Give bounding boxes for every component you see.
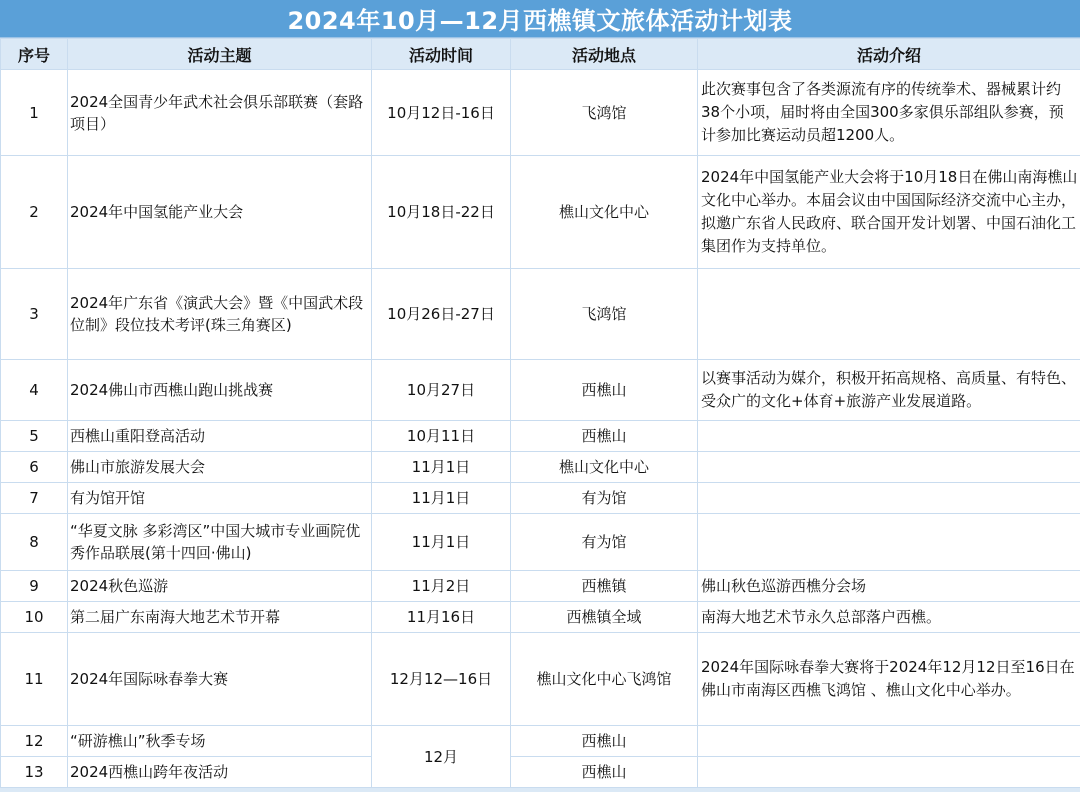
activity-theme: 2024秋色巡游: [68, 571, 372, 602]
activity-place: 飞鸿馆: [511, 269, 698, 360]
activity-time-merged: 12月: [372, 726, 511, 788]
activity-intro: [698, 726, 1080, 757]
activity-time: 11月1日: [372, 514, 511, 571]
table-row: [1, 633, 1080, 726]
activity-place: 西樵镇全域: [511, 602, 698, 633]
activity-place: 樵山文化中心: [511, 452, 698, 483]
activity-intro: 佛山秋色巡游西樵分会场: [698, 571, 1080, 602]
activity-place: 西樵山: [511, 360, 698, 421]
table-row: [1, 757, 1080, 788]
table-row: [1, 726, 1080, 757]
activity-theme: 有为馆开馆: [68, 483, 372, 514]
table-row: [1, 156, 1080, 269]
row-number: 10: [1, 602, 68, 633]
table-row: [1, 269, 1080, 360]
activity-theme: 佛山市旅游发展大会: [68, 452, 372, 483]
table-row: [1, 483, 1080, 514]
row-number: 4: [1, 360, 68, 421]
header-theme: 活动主题: [68, 39, 372, 70]
activity-time: 10月27日: [372, 360, 511, 421]
activity-time: 10月18日-22日: [372, 156, 511, 269]
activity-place: 西樵山: [511, 726, 698, 757]
activity-time: 11月16日: [372, 602, 511, 633]
row-number: 5: [1, 421, 68, 452]
activity-theme: 2024年国际咏春拳大赛: [68, 633, 372, 726]
activity-intro: [698, 421, 1080, 452]
table-row: [1, 452, 1080, 483]
activity-place: 樵山文化中心飞鸿馆: [511, 633, 698, 726]
activity-place: 西樵山: [511, 421, 698, 452]
row-number: 12: [1, 726, 68, 757]
activity-theme: 2024年中国氢能产业大会: [68, 156, 372, 269]
activity-time: 12月12—16日: [372, 633, 511, 726]
activity-intro: [698, 483, 1080, 514]
activity-place: 西樵山: [511, 757, 698, 788]
header-time: 活动时间: [372, 39, 511, 70]
activity-time: 11月1日: [372, 483, 511, 514]
activity-intro: [698, 514, 1080, 571]
activity-intro: [698, 757, 1080, 788]
activity-intro: [698, 452, 1080, 483]
header-place: 活动地点: [511, 39, 698, 70]
activity-theme: 2024全国青少年武术社会俱乐部联赛（套路项目）: [68, 70, 372, 156]
activity-theme: 2024西樵山跨年夜活动: [68, 757, 372, 788]
activity-intro: 南海大地艺术节永久总部落户西樵。: [698, 602, 1080, 633]
activity-theme: 2024年广东省《演武大会》暨《中国武术段位制》段位技术考评(珠三角赛区): [68, 269, 372, 360]
table-row: [1, 602, 1080, 633]
header-intro: 活动介绍: [698, 39, 1080, 70]
row-number: 7: [1, 483, 68, 514]
activity-theme: 2024佛山市西樵山跑山挑战赛: [68, 360, 372, 421]
header-no: 序号: [1, 39, 68, 70]
row-number: 3: [1, 269, 68, 360]
row-number: 6: [1, 452, 68, 483]
row-number: 13: [1, 757, 68, 788]
table-row: [1, 70, 1080, 156]
activity-place: 樵山文化中心: [511, 156, 698, 269]
row-number: 8: [1, 514, 68, 571]
table-row: [1, 571, 1080, 602]
activity-theme: 第二届广东南海大地艺术节开幕: [68, 602, 372, 633]
table-title: 2024年10月—12月西樵镇文旅体活动计划表: [0, 0, 1080, 38]
activity-time: 11月2日: [372, 571, 511, 602]
row-number: 11: [1, 633, 68, 726]
activity-intro: 2024年国际咏春拳大赛将于2024年12月12日至16日在佛山市南海区西樵飞鸿馆 、樵山文化中心举办。: [698, 633, 1080, 726]
row-number: 9: [1, 571, 68, 602]
table-row: [1, 421, 1080, 452]
activity-intro: 2024年中国氢能产业大会将于10月18日在佛山南海樵山文化中心举办。本届会议由中国国际经济交流中心主办，拟邀广东省人民政府、联合国开发计划署、中国石油化工集团作为支持单位。: [698, 156, 1080, 269]
activity-theme: “华夏文脉 多彩湾区”中国大城市专业画院优秀作品联展(第十四回·佛山): [68, 514, 372, 571]
table-row: [1, 514, 1080, 571]
activity-place: 有为馆: [511, 483, 698, 514]
activity-time: 10月11日: [372, 421, 511, 452]
activity-table: [0, 38, 1080, 788]
activity-intro: 以赛事活动为媒介，积极开拓高规格、高质量、有特色、受众广的文化+体育+旅游产业发展道路。: [698, 360, 1080, 421]
activity-time: 10月12日-16日: [372, 70, 511, 156]
activity-time: 10月26日-27日: [372, 269, 511, 360]
activity-intro: 此次赛事包含了各类源流有序的传统拳术、器械累计约38个小项，届时将由全国300多家俱乐部组队参赛，预计参加比赛运动员超1200人。: [698, 70, 1080, 156]
activity-intro: [698, 269, 1080, 360]
table-row: [1, 360, 1080, 421]
row-number: 1: [1, 70, 68, 156]
activity-theme: 西樵山重阳登高活动: [68, 421, 372, 452]
activity-place: 西樵镇: [511, 571, 698, 602]
activity-theme: “研游樵山”秋季专场: [68, 726, 372, 757]
row-number: 2: [1, 156, 68, 269]
activity-time: 11月1日: [372, 452, 511, 483]
activity-place: 飞鸿馆: [511, 70, 698, 156]
activity-place: 有为馆: [511, 514, 698, 571]
header-row: [1, 39, 1080, 70]
